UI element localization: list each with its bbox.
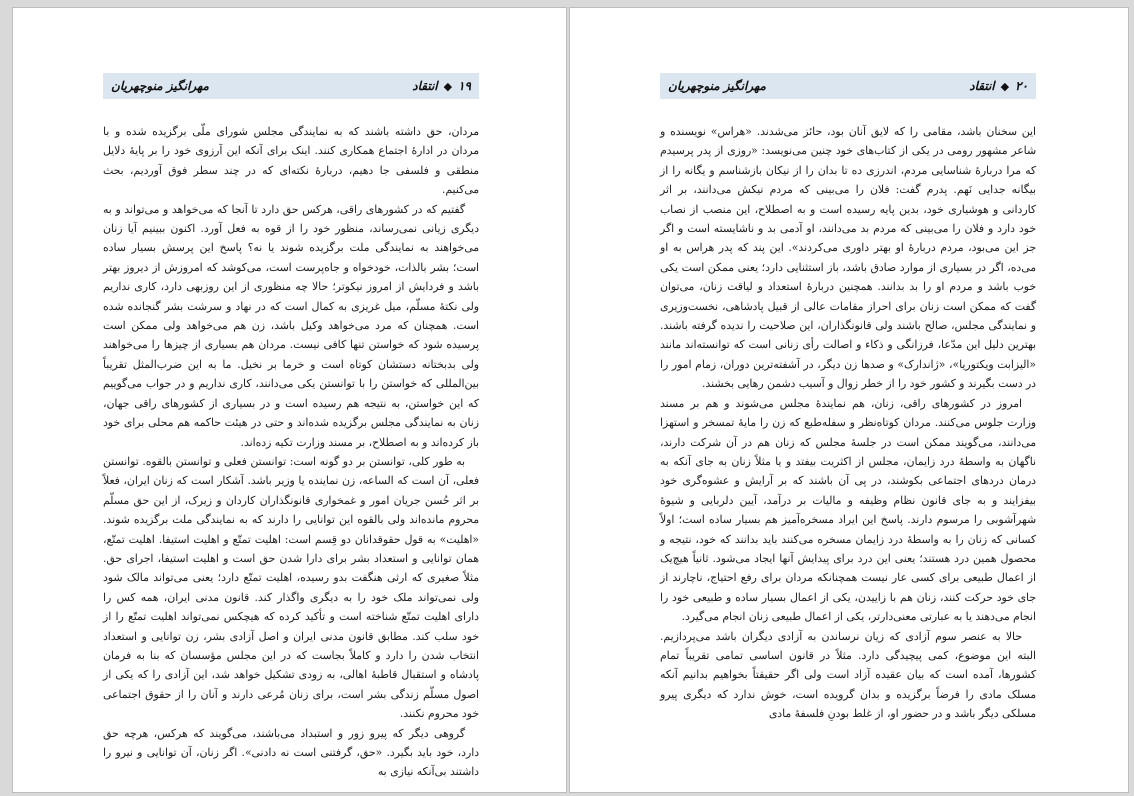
header-right-group <box>412 79 471 93</box>
page-number: ۱۹ <box>458 79 471 93</box>
page-left <box>12 7 567 793</box>
page-right <box>569 7 1129 793</box>
paragraph: گروهی دیگر که پیرو زور و استبداد می‌باشند، می‌گویند که هرکس، هرچه حق دارد، خود باید بگیرد. «حق، گرفتنی است نه دادنی». اگر زنان، آن توانایی و نیرو را داشتند بی‌آنکه نیازی به <box>103 726 479 779</box>
paragraph: حالا به عنصر سوم آزادی که زیان نرساندن به آزادی دیگران باشد می‌پردازیم. البته این موضوع، کمی پیچیدگی دارد. مثلاً در قانون اساسی تمامی تقریباً تمام کشورها، آمده است که بیان عقیده آزاد است ولی اگر حقیقتاً بخواهیم بدانیم آنکه مسلک مادی را فرضاً برگزیده و بدان گرویده است، خوش ندارد که دیگری پیرو مسلکی دیگر باشد و در حضور او، از غلط بودنِ فلسفهٔ مادی <box>660 629 1036 721</box>
header-right-group <box>969 79 1028 93</box>
page-header <box>103 73 479 99</box>
section-title: انتقاد <box>969 79 995 93</box>
page-body <box>103 122 479 782</box>
paragraph: به طور کلی، توانستن بر دو گونه است: توانستن فعلی و توانستن بالقوه. توانستن فعلی، آن است که الساعه، زن نماینده یا وزیر باشد. آشکار است که زنان ایران، فعلاً بر اثر حُسن جریان امور و غمخواری قانونگذاران کاردان و زیرک، از این حق مسلّم محروم مانده‌اند ولی بالقوه این توانایی را دارند که به نمایندگی ملت برگزیده شوند. «اهلیت» به قول حقوقدانان دو قِسم است: اهلیت تمتّع و اهلیت استیفا. اهلیت تمتّع، همان توانایی و استعداد بشر برای دارا شدن حق است و اهلیت استیفا، اجرای حق. مثلاً صغیری که ارثی هنگفت بدو رسیده، اهلیت تمتّع دارد؛ یعنی می‌تواند مالک شود ولی نمی‌تواند ملک خود را به دیگری واگذار کند. قانون مدنی ایران، همه کس را دارای اهلیت تمتّع شناخته است و تأکید کرده که هیچکس نمی‌تواند اهلیت تمتّع را از خود سلب کند. مطابق قانون مدنی ایران و اصل آزادی بشر، زن توانایی و استعداد انتخاب شدن را دارد و کاملاً بجاست که در این مجلس مؤسسان که بنا به فرمان پادشاه و استقبال قاطبهٔ اهالی، به زودی تشکیل خواهد شد، این آزادی را که یکی از اصول مسلّم زندگی بشر است، برای زنان مُرعی دارند و آنان را از حقوق اجتماعی خود محروم نکنند. <box>103 454 480 721</box>
author-name: مهرانگیز منوچهریان <box>111 79 209 93</box>
author-name: مهرانگیز منوچهریان <box>668 79 766 93</box>
paragraph: امروز در کشورهای راقی، زنان، هم نمایندهٔ مجلس می‌شوند و هم بر مسند وزارت جلوس می‌کنند. مردان کوتاه‌نظر و سفله‌طبع که زن را مایهٔ تمسخر و استهزا می‌دانند، می‌گویند ممکن است در جلسهٔ مجلس که زنان هم در آن شرکت دارند، ناگهان به واسطهٔ درد زایمان، مجلس از اکثریت بیفتد و یا مثلاً زنان به جای آنکه به درمان دردهای اجتماعی بکوشند، در پی آن باشند که بر آرایش و عشوه‌گری خود بیفزایند و به جای قانون نظام وظیفه و مالیات بر درآمد، آیین دلربایی و شیوهٔ شهرآشوبی را مرسوم دارند. پاسخ این ایراد مسخره‌آمیز هم بسیار ساده است؛ اولاً کسانی که زنان را به واسطهٔ درد زایمان مسخره می‌کنند باید بدانند که خود، نتیجه و محصول همین درد هستند؛ یعنی این درد برای پیدایش آنها ایجاد می‌شود. ثانیاً هیچ‌یک از اعمال طبیعی برای کسی عار نیست همچنانکه مردان برای رفع احتیاج، ناچارند از جای خود حرکت کنند، زنان هم با زاییدن، یکی از اعمال بسیار ساده و طبیعی خود را انجام می‌دهند یا به عبارتی معنی‌دارتر، یکی از اعمال طبیعی زنان انجام می‌گیرد. <box>660 396 1036 624</box>
page-body <box>660 122 1036 724</box>
page-header <box>660 73 1036 99</box>
section-title: انتقاد <box>412 79 438 93</box>
paragraph: مردان، حق داشته باشند که به نمایندگی مجلس شورای ملّی برگزیده شده و با مردان در ادارهٔ اجتماع همکاری کنند. اینک برای آنکه این آرزوی خود را بر پایهٔ دلایل منطقی و فلسفی جا دهیم، دربارهٔ نکته‌ای که در چند سطر فوق آوردیم، بحث می‌کنیم. <box>103 125 479 197</box>
diamond-icon: ◆ <box>1000 79 1010 93</box>
paragraph: این سخنان باشد، مقامی را که لایق آنان بود، حائز می‌شدند. «هراس» نویسنده و شاعر مشهور رومی در یکی از کتاب‌های خود چنین می‌نویسد: «روزی از پدر پرسیدم که مرا دربارهٔ شناسایی مردم، اندرزی ده تا بدان را از نیکان بازشناسم و یگانه را از بیگانه جدایی نَهم. پدرم گفت: فلان را می‌بینی که مردم نیکش می‌دانند، بر اثر کاردانی و هوشیاری خود، بدین پایه رسیده است و به اصطلاح، این منصب از نصاب خود دارد و فلان را می‌بینی که مردم بد می‌دانند، او آدمی بد و ناشایسته است و اگر جز این می‌بود، مردم دربارهٔ او بهتر داوری می‌کردند». این پند که پدر هراس به او می‌ده، اگر در بسیاری از موارد صادق باشد، باز استثنایی دارد؛ یعنی ممکن است یکی خوب باشد و مردم او را بد بدانند. همچنین دربارهٔ استعداد و لیاقت زنان، می‌توان گفت که ممکن است زنان برای احراز مقامات عالی از قبیل پادشاهی، نخست‌وزیری و نمایندگی مجلس، صالح باشند ولی قانونگذاران، این صلاحیت را ندیده گرفته باشند. بهترین دلیل این مدّعا، فرزانگی و ذکاء و اصالت رأی زنانی است که توانسته‌اند مانند «الیزابت ویکتوریا»، «ژاندارک» و صدها زن دیگر، در آشفته‌ترین دوران، زمام امور را در دست بگیرند و کشور خود را از خطر زوال و آسیب دشمن رهایی بخشند. <box>660 125 1036 391</box>
paragraph: گفتیم که در کشورهای راقی، هرکس حق دارد تا آنجا که می‌خواهد و می‌تواند و به دیگری زیانی نمی‌رساند، منظور خود را از قوه به فعل آورد. اکنون ببینیم آیا زنان می‌خواهند به نمایندگی ملت برگزیده شوند یا نه؟ پاسخ این پرسش بسیار ساده است؛ بشر بالذات، خودخواه و جاه‌پرست است، می‌کوشد که امروزش از دیروز بهتر باشد و فردایش از امروز نیکوتر؛ حالا چه منظوری از این روزبهی دارد، کاری نداریم ولی نکتهٔ مسلّم، میل غریزی به کمال است که در نهاد و سرشت بشر گنجانده شده است. همچنان که مرد می‌خواهد وکیل باشد، زن هم می‌خواهد ولی ممکن است پرسیده شود که خواستن تنها کافی نیست. مردان هم بسیاری از چیزها را می‌خواهند ولی بدبختانه دستشان کوتاه است و خرما بر نخیل. ما به این ضرب‌المثل تقریباً بین‌المللی که خواستن را با توانستن یکی می‌دانند، کاری نداریم و در جواب می‌گوییم که این خواستن، به نتیجه هم رسیده است و در بسیاری از کشورهای راقی جهان، زنان به نمایندگی مجلس برگزیده شده‌اند و حتی در هیئت حاکمه هم محلی برای خود باز کرده‌اند و به اصطلاح، بر مسند وزارت تکیه زده‌اند. <box>103 202 479 449</box>
diamond-icon: ◆ <box>443 79 453 93</box>
page-number: ۲۰ <box>1015 79 1028 93</box>
